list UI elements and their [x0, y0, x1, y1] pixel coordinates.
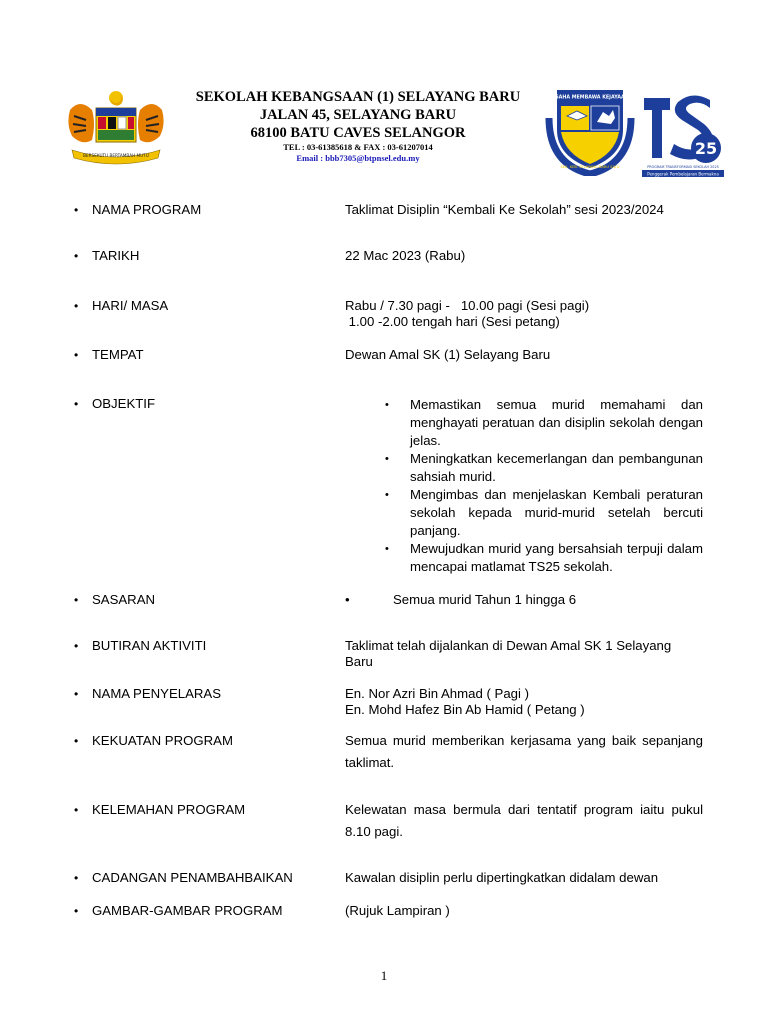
- value-butiran-aktiviti: [345, 638, 703, 670]
- letterhead: [0, 0, 768, 180]
- bullet: •: [74, 249, 79, 263]
- value-tempat: Dewan Amal SK (1) Selayang Baru: [345, 347, 551, 362]
- bullet: •: [74, 348, 79, 362]
- ts25-logo: [640, 88, 726, 178]
- bullet: •: [74, 803, 79, 817]
- value-nama-program: Taklimat Disiplin “Kembali Ke Sekolah” sesi 2023/2024: [345, 202, 664, 217]
- svg-text:Penggerak Pembelajaran Bermakn: Penggerak Pembelajaran Bermakna: [647, 171, 719, 177]
- value-cadangan: Kawalan disiplin perlu dipertingkatkan didalam dewan: [345, 870, 659, 885]
- bullet: •: [385, 399, 389, 411]
- bullet: •: [74, 734, 79, 748]
- label-nama-program: NAMA PROGRAM: [92, 202, 202, 217]
- school-crest-logo: [543, 88, 637, 176]
- value-butiran-line-1: Taklimat telah dijalankan di Dewan Amal SK 1 Selayang: [345, 638, 672, 653]
- value-gambar-program: (Rujuk Lampiran ): [345, 903, 450, 918]
- bullet: •: [74, 593, 79, 607]
- bullet: •: [74, 639, 79, 653]
- objektif-item-text: Memastikan semua murid memahami dan menghayati peratuan dan disiplin sekolah dengan jelas.: [410, 397, 703, 448]
- value-butiran-line-2: Baru: [345, 654, 373, 669]
- value-hari-masa-line-1: Rabu / 7.30 pagi - 10.00 pagi (Sesi pagi): [345, 298, 590, 313]
- objektif-item-text: Mewujudkan murid yang bersahsiah terpuji dalam mencapai matlamat TS25 sekolah.: [410, 541, 703, 574]
- value-penyelaras-line-2: En. Mohd Hafez Bin Ab Hamid ( Petang ): [345, 702, 585, 717]
- label-kekuatan-program: KEKUATAN PROGRAM: [92, 733, 233, 748]
- label-kelemahan-program: KELEMAHAN PROGRAM: [92, 802, 246, 817]
- bullet: •: [74, 904, 79, 918]
- bullet: •: [385, 453, 389, 465]
- bullet: •: [74, 203, 79, 217]
- svg-text:SEK. KEB. SELAYANG BARU SATU: SEK. KEB. SELAYANG BARU SATU: [560, 165, 620, 169]
- value-nama-penyelaras: [345, 686, 703, 718]
- value-sasaran: Semua murid Tahun 1 hingga 6: [393, 592, 577, 607]
- page-number: 1: [380, 968, 388, 983]
- bullet: •: [74, 299, 79, 313]
- bullet: •: [385, 543, 389, 555]
- value-penyelaras-line-1: En. Nor Azri Bin Ahmad ( Pagi ): [345, 686, 529, 701]
- school-info: [190, 88, 526, 164]
- objektif-item: [385, 450, 703, 486]
- coat-of-arms-logo: [64, 88, 168, 168]
- bullet: •: [74, 687, 79, 701]
- value-tarikh: 22 Mac 2023 (Rabu): [345, 248, 466, 263]
- label-butiran-aktiviti: BUTIRAN AKTIVITI: [92, 638, 207, 653]
- objektif-item: [385, 396, 703, 450]
- objektif-item-text: Mengimbas dan menjelaskan Kembali peraturan sekolah kepada murid-murid setelah bercuti panjang.: [410, 487, 703, 538]
- objektif-item-text: Meningkatkan kecemerlangan dan pembangunan sahsiah murid.: [410, 451, 703, 484]
- address-line-1: JALAN 45, SELAYANG BARU: [259, 107, 457, 123]
- value-kekuatan-program: Semua murid memberikan kerjasama yang baik sepanjang taklimat.: [345, 733, 703, 770]
- svg-text:USAHA MEMBAWA KEJAYAAN: USAHA MEMBAWA KEJAYAAN: [551, 95, 629, 101]
- bullet: •: [74, 871, 79, 885]
- objektif-item: [385, 486, 703, 540]
- value-kelemahan-program: Kelewatan masa bermula dari tentatif program iaitu pukul 8.10 pagi.: [345, 802, 703, 839]
- objektif-list: [385, 396, 703, 576]
- label-sasaran: SASARAN: [92, 592, 156, 607]
- svg-text:25: 25: [694, 139, 718, 158]
- label-tempat: TEMPAT: [92, 347, 144, 362]
- bullet: •: [385, 489, 389, 501]
- label-objektif: OBJEKTIF: [92, 396, 156, 411]
- svg-text:PROGRAM TRANSFORMASI SEKOLAH 2: PROGRAM TRANSFORMASI SEKOLAH 2025: [647, 165, 719, 169]
- label-hari-masa: HARI/ MASA: [92, 298, 169, 313]
- value-hari-masa-line-2: 1.00 -2.00 tengah hari (Sesi petang): [345, 314, 560, 329]
- bullet: •: [74, 397, 79, 411]
- tel-fax: TEL : 03-61385618 & FAX : 03-61207014: [283, 142, 433, 152]
- label-tarikh: TARIKH: [92, 248, 140, 263]
- label-cadangan: CADANGAN PENAMBAHBAIKAN: [92, 870, 293, 885]
- svg-text:BERSEKUTU BERTAMBAH MUTU: BERSEKUTU BERTAMBAH MUTU: [83, 153, 149, 158]
- objektif-item: [385, 540, 703, 576]
- school-name: SEKOLAH KEBANGSAAN (1) SELAYANG BARU: [195, 89, 521, 105]
- email-address: Email : bbb7305@btpnsel.edu.my: [296, 153, 420, 163]
- label-gambar-program: GAMBAR-GAMBAR PROGRAM: [92, 903, 283, 918]
- label-nama-penyelaras: NAMA PENYELARAS: [92, 686, 221, 701]
- bullet: •: [345, 592, 350, 607]
- value-hari-masa: [345, 298, 703, 330]
- address-line-2: 68100 BATU CAVES SELANGOR: [250, 125, 466, 141]
